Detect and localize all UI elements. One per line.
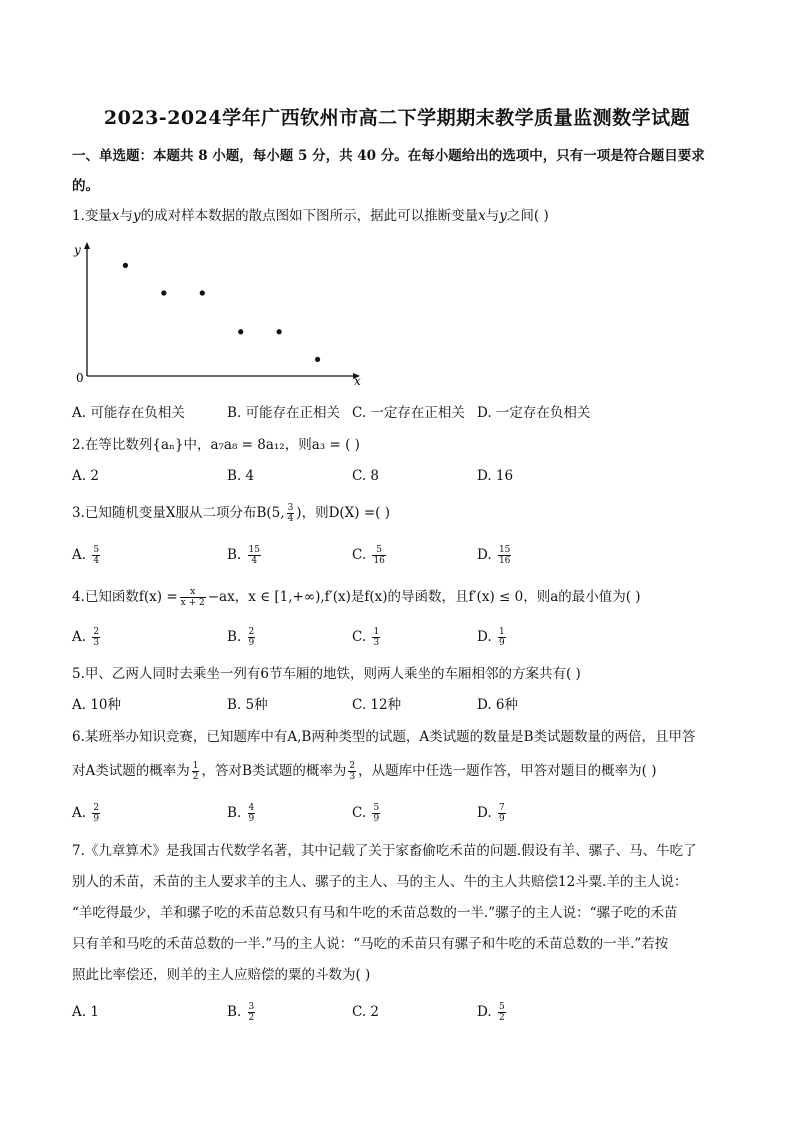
question-7-line1: 7.《九章算术》是我国古代数学名著，其中记载了关于家畜偷吃禾苗的问题.假设有羊、骡子、马、牛吃了 [72,843,697,859]
q1-options [72,402,732,424]
q6-option-c[interactable]: C. $\frac{5}{9}$ [352,803,380,824]
q3-option-a[interactable]: A. $\frac{5}{4}$ [72,545,100,566]
q1-var-y: y [133,208,141,224]
q3-fraction: $\frac{3}{4}$ [287,503,294,524]
page-title: 2023-2024学年广西钦州市高二下学期期末教学质量监测数学试题 [103,107,691,129]
q3-option-d[interactable]: D. $\frac{15}{16}$ [477,545,511,566]
question-3-stem [72,503,390,524]
q1-option-a[interactable]: A. 可能存在负相关 [72,405,185,421]
q1-text-b2: 与 [485,208,500,224]
q1-var-y-2: y [499,208,507,224]
q3-option-c[interactable]: C. $\frac{5}{16}$ [352,545,385,566]
q3-text-b: )，则D(X) =( ) [296,505,390,521]
q4-option-a[interactable]: A. $\frac{2}{3}$ [72,627,100,648]
q2-option-d[interactable]: D. 16 [477,468,514,484]
data-point [315,357,320,362]
q4-option-b[interactable]: B. $\frac{2}{9}$ [227,627,255,648]
q4-fraction: $\frac{x}{x + 2}$ [180,587,205,608]
q7-option-a[interactable]: A. 1 [72,1004,99,1020]
q2-option-a[interactable]: A. 2 [72,468,99,484]
section-instructions-line2: 的。 [72,178,99,194]
q4-option-d[interactable]: D. $\frac{1}{9}$ [477,627,505,648]
q3-options [72,544,732,566]
question-4-stem [72,587,641,608]
q5-option-a[interactable]: A. 10种 [72,697,122,713]
q1-text-b: 与 [119,208,134,224]
question-1-stem [72,206,549,226]
q7-option-b[interactable]: B. $\frac{3}{2}$ [227,1002,255,1023]
q2-option-b[interactable]: B. 4 [227,468,255,484]
section-instructions-line1: 一、单选题：本题共 8 小题，每小题 5 分，共 40 分。在每小题给出的选项中，只有一项是符合题目要求 [72,148,705,164]
q3-option-b[interactable]: B. $\frac{15}{4}$ [227,545,260,566]
question-6-line1: 6.某班举办知识竞赛，已知题库中有A,B两种类型的试题，A类试题的数量是B类试题数量的两倍，且甲答 [72,729,696,745]
scatter-plot [72,240,372,390]
y-axis-arrow [84,242,90,249]
question-6-line2: 对A类试题的概率为 $\frac{1}{2}$ ，答对B类试题的概率为 $\frac{2}{3}$ ，从题库中任选一题作答，甲答对题目的概率为( ) [72,761,657,782]
q7-options [72,1001,732,1023]
data-point [277,329,282,334]
origin-label: 0 [76,371,84,385]
q1-var-x: x [111,208,120,224]
y-axis-label: y [74,243,81,257]
q1-text-c: 的成对样本数据的散点图如下图所示，据此可以推断变量 [140,208,479,224]
q3-text-a: 3.已知随机变量X服从二项分布B(5, [72,505,285,521]
data-point [200,290,205,295]
q6-options [72,802,732,824]
question-7-line5: 照此比率偿还，则羊的主人应赔偿的粟的斗数为( ) [72,967,371,983]
q2-option-c[interactable]: C. 8 [352,468,380,484]
q4-options [72,626,732,648]
q1-text-a: 1.变量 [72,208,112,224]
q1-option-b[interactable]: B. 可能存在正相关 [227,405,341,421]
q4-option-c[interactable]: C. $\frac{1}{3}$ [352,627,380,648]
q5-option-d[interactable]: D. 6种 [477,697,519,713]
data-point [238,329,243,334]
question-5-stem: 5.甲、乙两人同时去乘坐一列有6节车厢的地铁，则两人乘坐的车厢相邻的方案共有( ) [72,666,581,682]
q5-option-c[interactable]: C. 12种 [352,697,402,713]
q5-option-b[interactable]: B. 5种 [227,697,268,713]
data-point [161,290,166,295]
q1-option-c[interactable]: C. 一定存在正相关 [352,405,465,421]
q1-var-x-2: x [478,208,486,224]
q7-option-c[interactable]: C. 2 [352,1004,380,1020]
q5-options [72,694,732,716]
q2-options [72,465,732,487]
x-axis-label: x [354,374,361,388]
q1-text-d: 之间( ) [506,208,549,224]
q7-option-d[interactable]: D. $\frac{5}{2}$ [477,1002,505,1023]
q4-text-a: 4.已知函数f(x) = [72,589,178,605]
question-7-line2: 别人的禾苗，禾苗的主人要求羊的主人、骡子的主人、马的主人、牛的主人共赔偿12斗粟.羊的主人说： [72,874,688,890]
question-7-line4: 只有羊和马吃的禾苗总数的一半.”马的主人说：“马吃的禾苗只有骡子和牛吃的禾苗总数的一半.”若按 [72,936,669,952]
q4-text-b: −ax，x ∈ [1,+∞),f′(x)是f(x)的导函数，且f′(x) ≤ 0，则a的最小值为( ) [207,589,641,605]
q6-option-d[interactable]: D. $\frac{7}{9}$ [477,803,505,824]
question-2-stem: 2.在等比数列{aₙ}中，a₇a₈ = 8a₁₂，则a₃ = ( ) [72,437,360,453]
q6-option-a[interactable]: A. $\frac{2}{9}$ [72,803,100,824]
data-point [123,263,128,268]
q6-option-b[interactable]: B. $\frac{4}{9}$ [227,803,255,824]
q1-option-d[interactable]: D. 一定存在负相关 [477,405,591,421]
question-7-line3: “羊吃得最少，羊和骡子吃的禾苗总数只有马和牛吃的禾苗总数的一半.”骡子的主人说：“骡子吃的禾苗 [72,905,678,921]
